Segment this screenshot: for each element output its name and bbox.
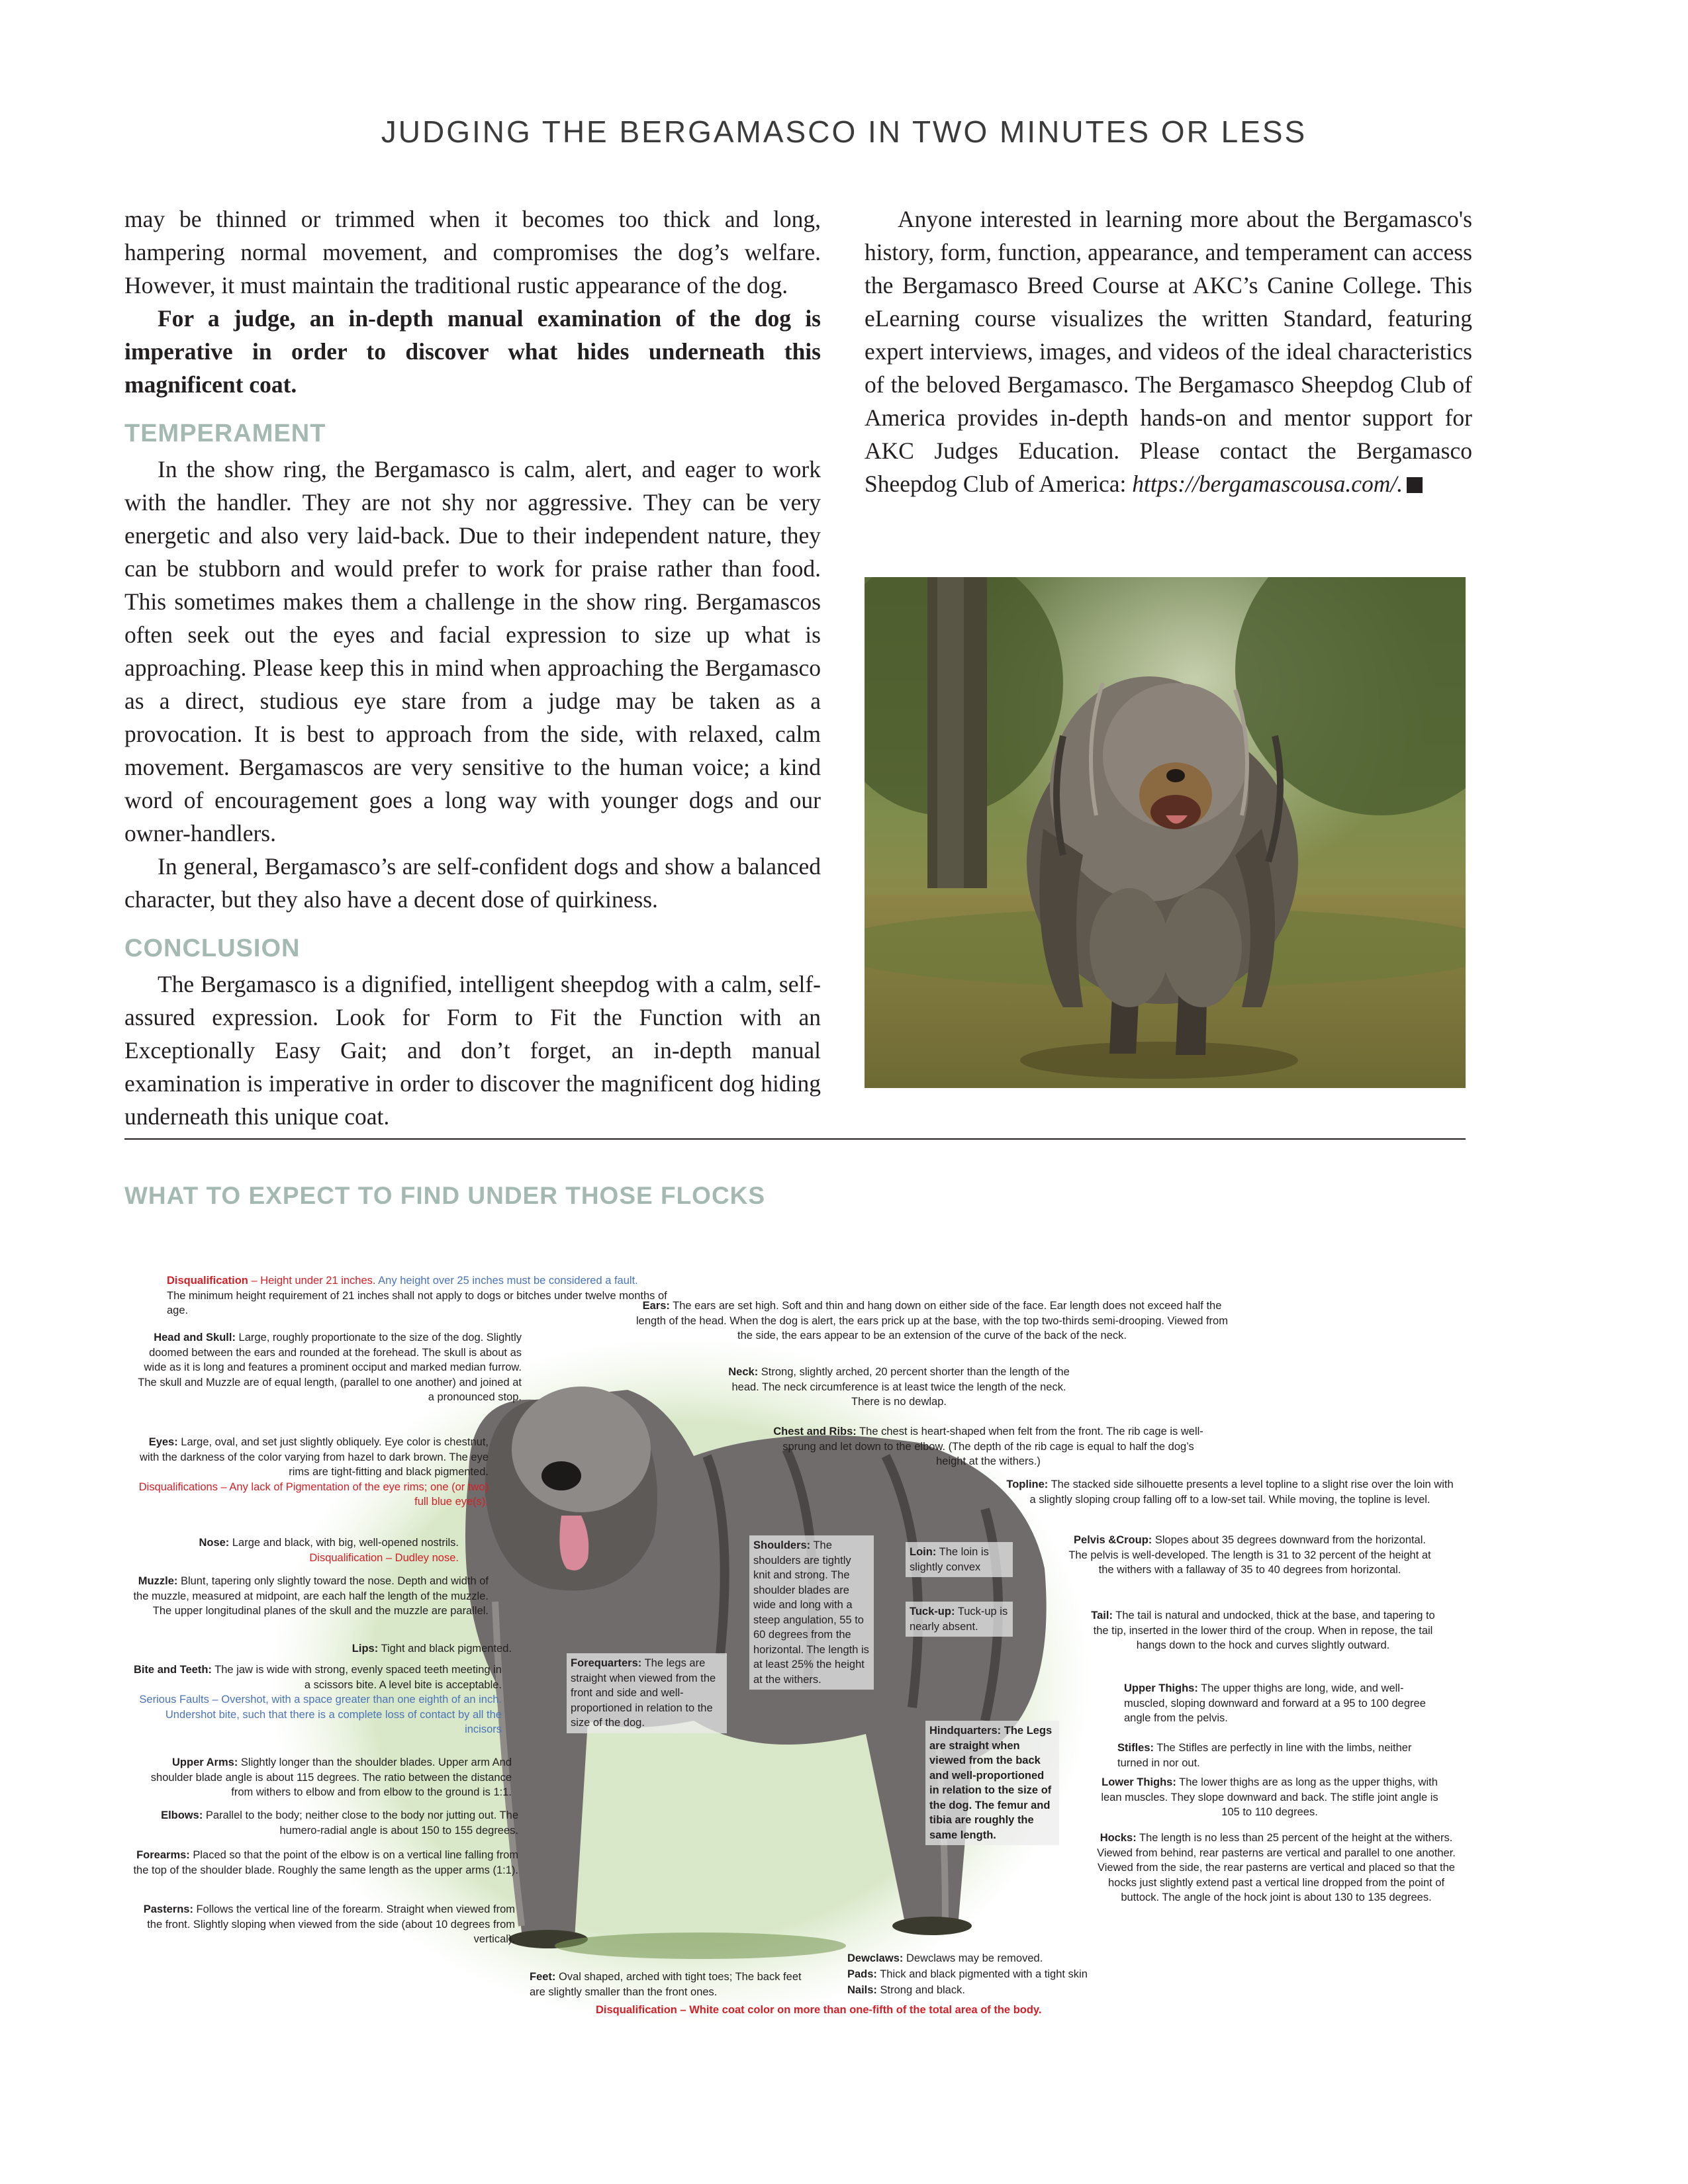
feet-label (530, 1970, 808, 1999)
pads-text: Thick and black pigmented with a tight skin (876, 1968, 1088, 1980)
pelvis-croup-label (1064, 1533, 1435, 1578)
forequarters-text: The legs are straight when viewed from the front and side and well-proportioned in relation to the size of the dog. (571, 1657, 716, 1729)
hocks-text: The length is no less than 25 percent of the height at the withers. Viewed from behind, rear pasterns are vertical and parallel to one another. Viewed from the side, the rear pasterns are vertical and placed so that the hocks just slightly extend past a vertical line dropped from the point of buttock. The angle of the hock joint is about 130 to 135 degrees. (1097, 1832, 1456, 1903)
club-url[interactable]: https://bergamascousa.com/. (1132, 471, 1403, 497)
chest-ribs-label (773, 1424, 1203, 1469)
nails-text: Strong and black. (876, 1984, 965, 1996)
tail-text: The tail is natural and undocked, thick at the base, and tapering to the tip, inserted in the lower third of the croup. When in repose, the tail hangs down to the hock and curves slightly outward. (1093, 1610, 1435, 1651)
conclusion-heading: CONCLUSION (124, 934, 301, 962)
elbows-text: Parallel to the body; neither close to the body nor jutting out. The humero-radial angle is about 150 to 155 degrees. (203, 1809, 518, 1837)
neck-text: Strong, slightly arched, 20 percent shorter than the length of the head. The neck circumference is at least twice the length of the neck. There is no dewlap. (731, 1366, 1070, 1408)
dewclaws-label (847, 1951, 1112, 1966)
running-dog-photo (865, 577, 1466, 1088)
bite-teeth-label (131, 1662, 502, 1737)
right-column (865, 203, 1472, 500)
shoulders-label (749, 1535, 874, 1690)
left-paragraph-2: For a judge, an in-depth manual examination of the dog is imperative in order to discover what hides underneath this magnificent coat. (124, 305, 821, 398)
hindquarters-label (925, 1721, 1059, 1845)
left-column (124, 203, 821, 1133)
feet-title: Feet: (530, 1971, 556, 1983)
dewclaws-title: Dewclaws: (847, 1952, 904, 1964)
eyes-label (131, 1435, 489, 1510)
ears-label (628, 1298, 1237, 1343)
elbows-title: Elbows: (161, 1809, 203, 1821)
lower-thighs-text: The lower thighs are as long as the upper thighs, with lean muscles. They slope downward and back. The stifle joint angle is 105 to 110 degrees. (1101, 1776, 1438, 1818)
tuckup-text: Tuck-up is nearly absent. (910, 1606, 1008, 1633)
shoulders-title: Shoulders: (753, 1539, 811, 1551)
nose-dq: Disqualification – Dudley nose. (309, 1551, 459, 1564)
ears-title: Ears: (642, 1300, 670, 1312)
hindquarters-title: Hindquarters: (929, 1725, 1002, 1737)
muzzle-label (131, 1574, 489, 1619)
pelvis-croup-title: Pelvis &Croup: (1074, 1534, 1152, 1546)
tail-label (1084, 1608, 1442, 1653)
pasterns-text: Follows the vertical line of the forearm. Straight when viewed from the front. Slightly sloping when viewed from the side (about 10 degrees from vertical). (147, 1903, 515, 1945)
left-paragraph-1: may be thinned or trimmed when it becomes too thick and long, hampering normal movement, and compromises the dog’s welfare. However, it must maintain the traditional rustic appearance of the dog. (124, 206, 821, 298)
pads-label (847, 1967, 1152, 1982)
pasterns-title: Pasterns: (143, 1903, 193, 1915)
running-dog-illustration (865, 577, 1466, 1088)
bite-teeth-title: Bite and Teeth: (133, 1664, 212, 1676)
left-paragraph-4: In general, Bergamasco’s are self-confident dogs and show a balanced character, but they also have a decent dose of quirkiness. (124, 853, 821, 913)
feet-text: Oval shaped, arched with tight toes; The back feet are slightly smaller than the front ones. (530, 1971, 802, 1998)
flocks-heading: WHAT TO EXPECT TO FIND UNDER THOSE FLOCKS (124, 1182, 766, 1209)
hocks-label (1091, 1831, 1462, 1905)
height-dq-red: – Height under 21 inches. (248, 1275, 376, 1287)
upper-arms-title: Upper Arms: (172, 1756, 238, 1768)
muzzle-title: Muzzle: (138, 1575, 178, 1587)
upper-thighs-text: The upper thighs are long, wide, and well-muscled, sloping downward and forward at a 95 to 100 degree angle from the pelvis. (1124, 1682, 1426, 1724)
tuckup-title: Tuck-up: (910, 1606, 955, 1617)
hocks-title: Hocks: (1100, 1832, 1137, 1844)
forequarters-title: Forequarters: (571, 1657, 642, 1669)
tuckup-label (906, 1602, 1013, 1637)
loin-title: Loin: (910, 1546, 937, 1558)
white-coat-dq-label (596, 2003, 1192, 2018)
dewclaws-text: Dewclaws may be removed. (903, 1952, 1043, 1964)
pads-title: Pads: (847, 1968, 877, 1980)
lower-thighs-label (1098, 1775, 1442, 1820)
neck-label (720, 1365, 1078, 1410)
forequarters-label (567, 1653, 727, 1733)
ears-text: The ears are set high. Soft and thin and hang down on either side of the face. Ear length does not exceed half the length of the head. When the dog is alert, the ears prick up at the base, with the top two-thirds semi-drooping. Viewed from the side, the ears appear to be an extension of the curve of the back of the neck. (636, 1300, 1228, 1342)
left-paragraph-5: The Bergamasco is a dignified, intelligent sheepdog with a calm, self-assured expression. Look for Form to Fit the Function with an Exceptionally Easy Gait; and don’t forget, an in-depth manual examination is imperative in order to discover the magnificent dog hiding underneath this unique coat. (124, 971, 821, 1130)
hindquarters-text: The Legs are straight when viewed from the back and well-proportioned in relation to the size of the dog. The femur and tibia are roughly the same length. (929, 1725, 1053, 1841)
forearms-label (131, 1848, 518, 1878)
end-mark-icon (1407, 477, 1423, 493)
shoulders-text: The shoulders are tightly knit and strong. The shoulder blades are wide and long with a steep angulation, 55 to 60 degrees from the horizontal. The length is at least 25% the height at the withers. (753, 1539, 869, 1686)
height-dq-blue: Any height over 25 inches must be considered a fault. (375, 1275, 638, 1287)
running-head: JUDGING THE BERGAMASCO IN TWO MINUTES OR LESS (381, 114, 1307, 149)
nails-label (847, 1983, 1112, 1998)
temperament-heading: TEMPERAMENT (124, 420, 326, 447)
stifles-title: Stifles: (1117, 1742, 1154, 1754)
height-dq-label: Disqualification (167, 1275, 248, 1287)
upper-arms-label (131, 1755, 512, 1800)
chest-ribs-text: The chest is heart-shaped when felt from the front. The rib cage is well-sprung and let down to the elbow. (The depth of the rib cage is equal to half the dog’s height at the withers.) (782, 1426, 1203, 1467)
forearms-title: Forearms: (136, 1849, 190, 1861)
right-paragraph-1 (865, 203, 1472, 500)
pasterns-label (131, 1902, 515, 1947)
nose-label (131, 1535, 459, 1565)
upper-thighs-label (1124, 1681, 1442, 1726)
lower-thighs-title: Lower Thighs: (1102, 1776, 1176, 1788)
neck-title: Neck: (728, 1366, 759, 1378)
eyes-title: Eyes: (148, 1436, 178, 1448)
nose-text: Large and black, with big, well-opened nostrils. (229, 1537, 459, 1549)
topline-title: Topline: (1006, 1479, 1049, 1490)
muzzle-text: Blunt, tapering only slightly toward the nose. Depth and width of the muzzle, measured at midpoint, are each half the length of the muzzle. The upper longitudinal planes of the skull and the muzzle are parallel. (133, 1575, 489, 1617)
height-text: The minimum height requirement of 21 inches shall not apply to dogs or bitches under twelve months of age. (167, 1289, 667, 1316)
loin-text: The loin is slightly convex (910, 1546, 989, 1573)
chest-ribs-title: Chest and Ribs: (773, 1426, 857, 1437)
eyes-dq: Disqualifications – Any lack of Pigmentation of the eye rims; one (or two) full blue eye(s). (138, 1480, 489, 1508)
bite-faults: Serious Faults – Overshot, with a space greater than one eighth of an inch. Undershot bite, such that there is a complete loss of contact by all the incisors (139, 1694, 502, 1735)
upper-arms-text: Slightly longer than the shoulder blades. Upper arm And shoulder blade angle is about 115 degrees. The ratio between the distance from withers to elbow and from elbow to the ground is 1:1. (150, 1756, 512, 1798)
forearms-text: Placed so that the point of the elbow is on a vertical line falling from the top of the shoulder blade. Roughly the same length as the upper arms (1:1). (133, 1849, 518, 1876)
nails-title: Nails: (847, 1984, 877, 1996)
topline-text: The stacked side silhouette presents a level topline to a slight rise over the loin with a slightly sloping croup falling off to a low-set tail. While moving, the topline is level. (1029, 1479, 1454, 1506)
head-skull-title: Head and Skull: (154, 1332, 236, 1343)
lips-label (131, 1641, 512, 1657)
right-paragraph-text: Anyone interested in learning more about the Bergamasco's history, form, function, appearance, and temperament can access the Bergamasco Breed Course at AKC’s Canine College. This eLearning course visualizes the written Standard, featuring expert interviews, images, and videos of the ideal characteristics of the beloved Bergamasco. The Bergamasco Sheepdog Club of America provides in-depth hands-on and mentor support for AKC Judges Education. Please contact the Bergamasco Sheepdog Club of America: (865, 206, 1472, 497)
nose-title: Nose: (199, 1537, 230, 1549)
loin-label (906, 1542, 1013, 1577)
stifles-label (1117, 1741, 1429, 1770)
left-paragraph-3: In the show ring, the Bergamasco is calm, alert, and eager to work with the handler. They are not shy nor aggressive. They can be very energetic and also very laid-back. Due to their independent nature, they can be stubborn and would prefer to work for praise rather than food. This sometimes makes them a challenge in the show ring. Bergamascos often seek out the eyes and facial expression to size up what is approaching. Please keep this in mind when approaching the Bergamasco as a direct, studious eye stare from a judge may be taken as a provocation. It is best to approach from the side, with relaxed, calm movement. Bergamascos are very sensitive to the human voice; a kind word of encouragement goes a long way with younger dogs and our owner-handlers. (124, 456, 821, 846)
tail-title: Tail: (1091, 1610, 1113, 1621)
anatomy-diagram (124, 1257, 1466, 2032)
topline-label (1005, 1477, 1455, 1507)
lips-title: Lips: (352, 1643, 379, 1655)
stifles-text: The Stifles are perfectly in line with the limbs, neither turned in nor out. (1117, 1742, 1412, 1769)
head-skull-text: Large, roughly proportionate to the size of the dog. Slightly doomed between the ears and rounded at the forehead. The skull is about as wide as it is long and features a prominent occiput and marked median furrow. The skull and Muzzle are of equal length, (parallel to one another) and joined at a pronounced stop. (138, 1332, 522, 1403)
bite-teeth-text: The jaw is wide with strong, evenly spaced teeth meeting in a scissors bite. A level bite is acceptable. (211, 1664, 502, 1691)
eyes-text: Large, oval, and set just slightly obliquely. Eye color is chestnut, with the darkness of the color varying from hazel to dark brown. The eye rims are tight-fitting and black pigmented. (139, 1436, 489, 1478)
height-label (167, 1273, 670, 1318)
head-skull-label (131, 1330, 522, 1405)
white-coat-dq: Disqualification – White coat color on more than one-fifth of the total area of the body. (596, 2004, 1042, 2016)
pelvis-croup-text: Slopes about 35 degrees downward from the horizontal. The pelvis is well-developed. The length is 31 to 32 percent of the height at the withers with a fallaway of 35 to 40 degrees from horizontal. (1068, 1534, 1431, 1576)
lips-text: Tight and black pigmented. (378, 1643, 512, 1655)
elbows-label (131, 1808, 518, 1838)
section-divider (124, 1138, 1466, 1140)
upper-thighs-title: Upper Thighs: (1124, 1682, 1198, 1694)
